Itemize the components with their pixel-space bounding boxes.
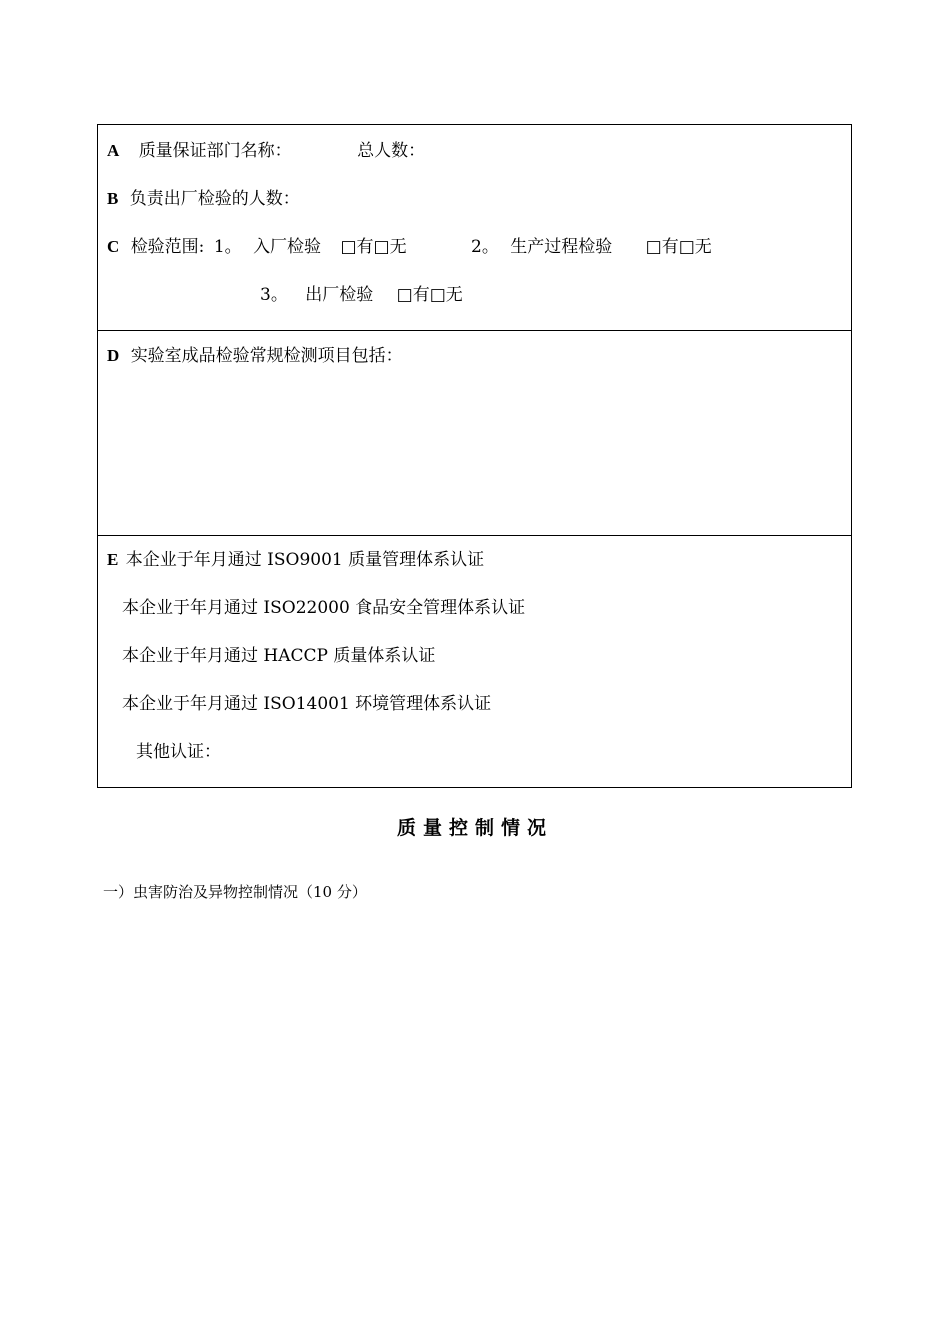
row-e-iso9001	[107, 550, 484, 570]
section-abc	[98, 125, 851, 331]
section-e	[98, 536, 851, 788]
item1-number: 1。	[213, 237, 242, 257]
process-inspection-label: 生产过程检验	[510, 237, 613, 257]
label-b: B	[107, 189, 119, 208]
haccp-cert-text: 本企业于年月通过 HACCP 质量体系认证	[122, 646, 436, 666]
outgoing-inspection-options[interactable]: □有□无	[396, 285, 463, 305]
section-heading: 一）虫害防治及异物控制情况（10 分）	[103, 883, 367, 901]
row-c	[107, 237, 407, 257]
row-a	[107, 141, 425, 161]
row-b	[107, 189, 300, 209]
row-d	[107, 346, 403, 366]
row-c-item3	[260, 285, 463, 305]
total-staff-label: 总人数：	[357, 141, 426, 161]
item2-number: 2。	[471, 237, 499, 257]
iso9001-cert-text: 本企业于年月通过 ISO9001 质量管理体系认证	[125, 550, 485, 570]
iso14001-cert-text: 本企业于年月通过 ISO14001 环境管理体系认证	[122, 694, 492, 714]
lab-test-items-label: 实验室成品检验常规检测项目包括：	[130, 346, 403, 366]
incoming-inspection-label: 入厂检验	[253, 237, 322, 257]
inspection-range-label: 检验范围:	[130, 237, 205, 257]
iso22000-cert-text: 本企业于年月通过 ISO22000 食品安全管理体系认证	[122, 598, 526, 618]
label-c: C	[107, 237, 120, 256]
incoming-inspection-options[interactable]: □有□无	[340, 237, 407, 257]
qa-dept-name-label: 质量保证部门名称：	[138, 141, 292, 161]
outgoing-inspection-staff-label: 负责出厂检验的人数：	[129, 189, 300, 209]
other-cert-label: 其他认证：	[136, 742, 221, 762]
quality-form-table	[97, 124, 852, 788]
label-e: E	[107, 550, 119, 569]
page-title: 质量控制情况	[396, 817, 553, 839]
label-a: A	[107, 141, 120, 160]
outgoing-inspection-label: 出厂检验	[305, 285, 374, 305]
process-inspection-options[interactable]: □有□无	[645, 237, 712, 257]
item3-number: 3。	[260, 285, 288, 305]
row-c-item2	[471, 237, 712, 257]
label-d: D	[107, 346, 120, 365]
section-d	[98, 331, 851, 536]
